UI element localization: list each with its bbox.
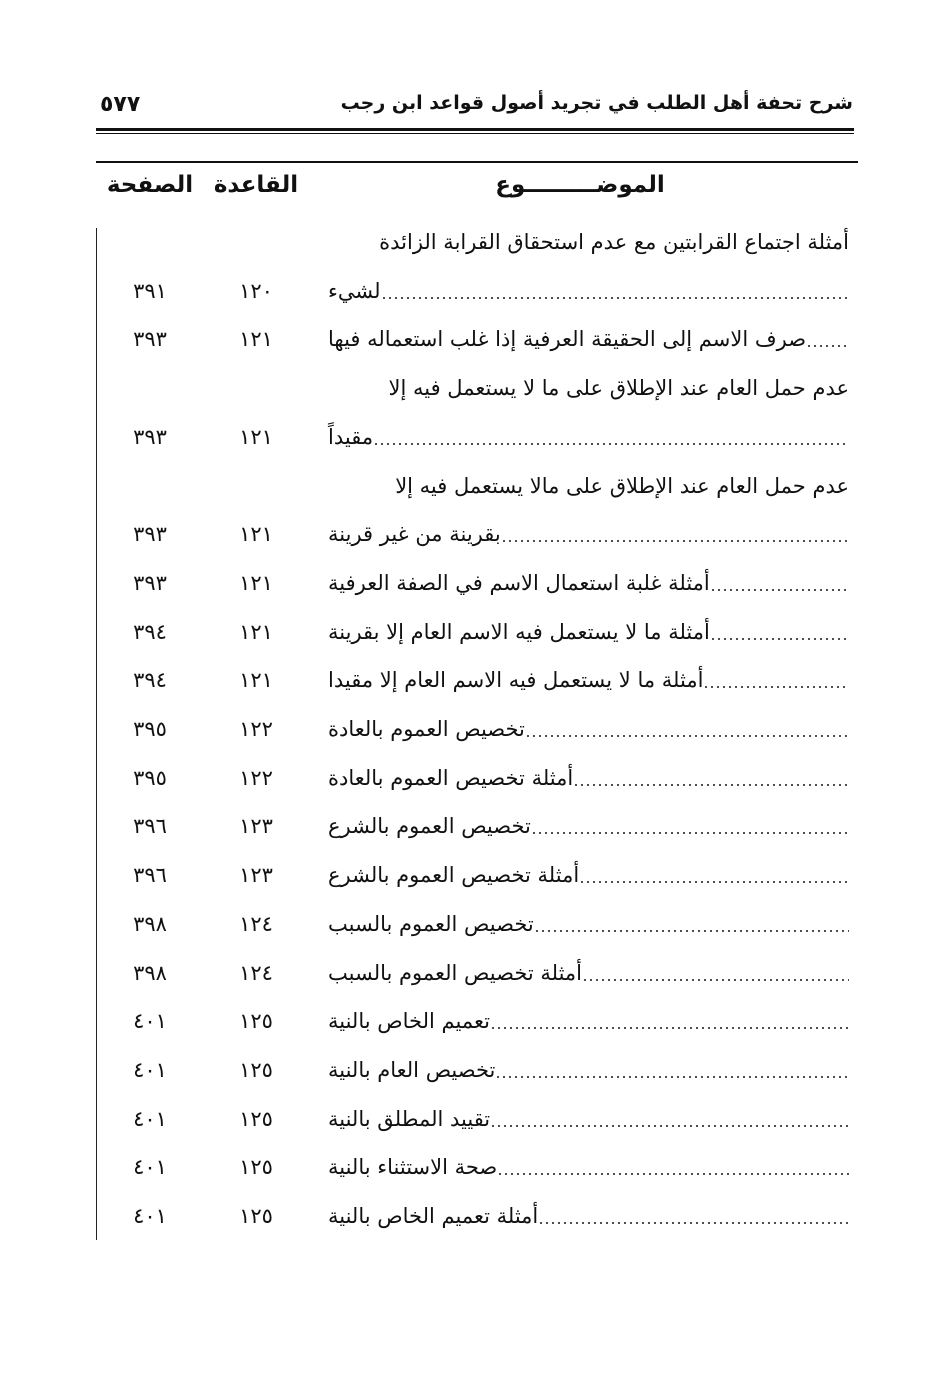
- entry-topic-text: أمثلة غلبة استعمال الاسم في الصفة العرفية: [328, 570, 710, 595]
- entry-topic-text: مقيداً: [328, 424, 374, 449]
- index-entry: [0, 709, 931, 749]
- dot-leader: [534, 930, 849, 932]
- index-entry: [0, 1099, 931, 1139]
- entry-rule-number: ١٢٣: [239, 814, 273, 839]
- entry-rule-number: ١٢٤: [239, 911, 273, 936]
- index-entry-line: [0, 466, 931, 506]
- entry-topic: [322, 660, 849, 700]
- entry-page-number: ٤٠١: [133, 1204, 167, 1228]
- index-entry: [0, 758, 931, 798]
- entry-rule-number: ١٢٥: [239, 1106, 273, 1131]
- entry-rule-number: ١٢٥: [239, 1204, 273, 1228]
- entry-page-number: ٣٩٦: [133, 814, 167, 839]
- entry-topic: [322, 417, 849, 457]
- entry-page-number: ٣٩٥: [133, 765, 167, 790]
- entry-rule-number: ١٢٢: [239, 717, 273, 741]
- entry-topic-text: صرف الاسم إلى الحقيقة العرفية إذا غلب استعماله فيها: [328, 327, 807, 352]
- entry-topic: [322, 1099, 849, 1139]
- header-rule-thin: [96, 133, 854, 134]
- index-entry: [0, 1050, 931, 1090]
- dot-leader: [703, 686, 849, 688]
- book-title: شرح تحفة أهل الطلب في تجريد أصول قواعد ابن رجب: [340, 92, 853, 114]
- entry-page-number: ٣٩٨: [133, 960, 167, 985]
- index-entry: [0, 319, 931, 359]
- index-entry: [0, 855, 931, 895]
- header-rule-thick: [96, 128, 854, 131]
- column-header-topic: الموضـــــــــوع: [495, 172, 665, 198]
- entry-page-number: ٣٩٣: [133, 570, 167, 595]
- entry-topic-text: أمثلة تخصيص العموم بالسبب: [328, 960, 583, 985]
- dot-leader: [582, 979, 849, 981]
- index-entry: [0, 806, 931, 846]
- entry-page-number: ٤٠١: [133, 1155, 167, 1180]
- entry-rule-number: ١٢١: [239, 570, 273, 595]
- entry-rule-number: ١٢١: [239, 522, 273, 547]
- entry-topic-text: تخصيص العموم بالسبب: [328, 911, 534, 936]
- entry-rule-number: ١٢٥: [239, 1057, 273, 1082]
- entry-topic-text: تعميم الخاص بالنية: [328, 1009, 490, 1034]
- index-entry-line: [0, 222, 931, 262]
- entry-topic-text: تقييد المطلق بالنية: [328, 1106, 491, 1131]
- entry-rule-number: ١٢١: [239, 668, 273, 693]
- entry-topic-text: تخصيص العموم بالشرع: [328, 814, 531, 839]
- entry-topic: [322, 1050, 849, 1090]
- entry-page-number: ٤٠١: [133, 1106, 167, 1131]
- entry-page-number: ٣٩٨: [133, 911, 167, 936]
- index-entry: [0, 660, 931, 700]
- entry-topic: [322, 514, 849, 554]
- entry-rule-number: ١٢٤: [239, 960, 273, 985]
- entry-topic: [322, 855, 849, 895]
- column-header-page: الصفحة: [106, 172, 194, 198]
- entry-topic: [322, 1196, 849, 1236]
- entry-topic-text: تخصيص العام بالنية: [328, 1057, 496, 1082]
- dot-leader: [710, 589, 849, 591]
- entry-topic-text: صحة الاستثناء بالنية: [328, 1155, 498, 1180]
- index-entry: [0, 904, 931, 944]
- index-entry: [0, 1196, 931, 1236]
- index-entry: [0, 563, 931, 603]
- entry-topic-first-line: عدم حمل العام عند الإطلاق على ما لا يستعمل فيه إلا: [388, 376, 849, 401]
- index-entry: [0, 953, 931, 993]
- entry-rule-number: ١٢١: [239, 327, 273, 352]
- index-entry: [0, 612, 931, 652]
- entry-page-number: ٤٠١: [133, 1009, 167, 1034]
- entry-topic: [322, 709, 849, 749]
- entry-topic-text: أمثلة تعميم الخاص بالنية: [328, 1204, 539, 1228]
- dot-leader: [490, 1027, 849, 1029]
- table-header-rule: [96, 161, 858, 163]
- entry-rule-number: ١٢٣: [239, 863, 273, 888]
- entry-topic-first-line: عدم حمل العام عند الإطلاق على مالا يستعمل فيه إلا: [395, 473, 849, 498]
- dot-leader: [538, 1222, 849, 1224]
- entry-topic: [322, 319, 849, 359]
- entry-page-number: ٣٩١: [133, 278, 167, 303]
- index-entry-line: [0, 368, 931, 408]
- entry-page-number: ٣٩٣: [133, 327, 167, 352]
- entry-topic-text: تخصيص العموم بالعادة: [328, 717, 525, 741]
- entry-topic-text: أمثلة تخصيص العموم بالعادة: [328, 765, 574, 790]
- entry-topic: [322, 806, 849, 846]
- index-entry: [0, 514, 931, 554]
- dot-leader: [490, 1125, 849, 1127]
- index-entry: [0, 417, 931, 457]
- dot-leader: [531, 832, 849, 834]
- entry-topic: [322, 953, 849, 993]
- entry-rule-number: ١٢٥: [239, 1009, 273, 1034]
- entry-rule-number: ١٢٢: [239, 765, 273, 790]
- index-entry: [0, 271, 931, 311]
- entry-topic: [322, 904, 849, 944]
- dot-leader: [373, 443, 849, 445]
- running-head: [100, 86, 853, 126]
- entry-page-number: ٣٩٣: [133, 522, 167, 547]
- dot-leader: [806, 345, 849, 347]
- entry-page-number: ٣٩٤: [133, 619, 167, 644]
- entry-page-number: ٣٩٤: [133, 668, 167, 693]
- entry-topic: [322, 1147, 849, 1187]
- entry-topic: [322, 1001, 849, 1041]
- index-entry: [0, 1147, 931, 1187]
- dot-leader: [579, 881, 849, 883]
- entry-page-number: ٣٩٣: [133, 424, 167, 449]
- dot-leader: [710, 638, 849, 640]
- entry-topic: [322, 563, 849, 603]
- dot-leader: [495, 1076, 849, 1078]
- dot-leader: [573, 784, 849, 786]
- entry-rule-number: ١٢١: [239, 424, 273, 449]
- index-entry: [0, 1001, 931, 1041]
- column-header-rule: القاعدة: [213, 172, 299, 198]
- entry-topic: [322, 612, 849, 652]
- entry-page-number: ٤٠١: [133, 1057, 167, 1082]
- entry-topic-text: أمثلة ما لا يستعمل فيه الاسم العام إلا مقيدا: [328, 668, 704, 693]
- page-number: ٥٧٧: [100, 92, 141, 117]
- entry-rule-number: ١٢٥: [239, 1155, 273, 1180]
- dot-leader: [501, 540, 849, 542]
- entry-topic: [322, 271, 849, 311]
- entry-page-number: ٣٩٥: [133, 717, 167, 741]
- entry-topic-text: بقرينة من غير قرينة: [328, 522, 501, 547]
- entry-rule-number: ١٢٠: [239, 278, 273, 303]
- entry-rule-number: ١٢١: [239, 619, 273, 644]
- entry-topic-first-line: أمثلة اجتماع القرابتين مع عدم استحقاق القرابة الزائدة: [379, 230, 849, 254]
- entry-page-number: ٣٩٦: [133, 863, 167, 888]
- entry-topic-text: أمثلة تخصيص العموم بالشرع: [328, 863, 580, 888]
- dot-leader: [381, 297, 849, 299]
- dot-leader: [525, 735, 849, 737]
- entry-topic-text: لشيء: [328, 278, 381, 303]
- dot-leader: [497, 1173, 849, 1175]
- entry-topic-text: أمثلة ما لا يستعمل فيه الاسم العام إلا بقرينة: [328, 619, 710, 644]
- entry-topic: [322, 758, 849, 798]
